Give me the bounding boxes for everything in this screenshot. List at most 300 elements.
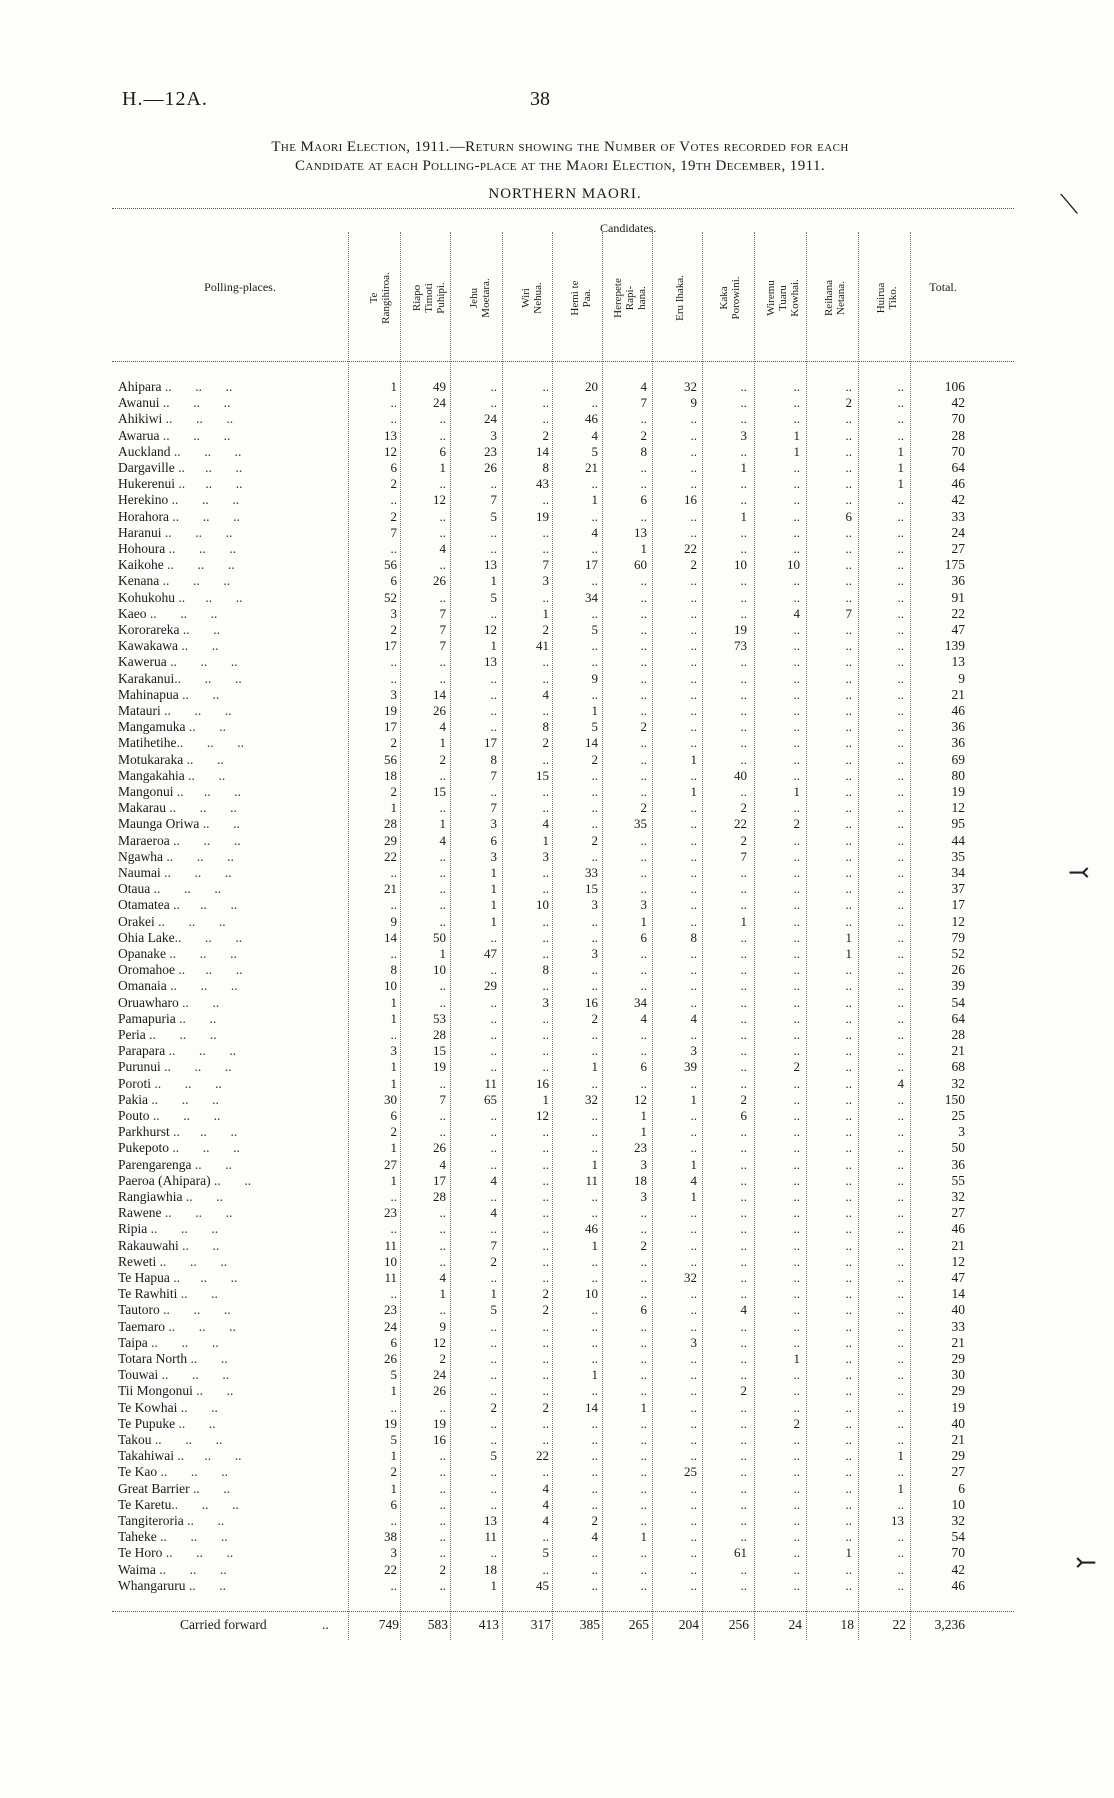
vote-cell: ..: [740, 1010, 747, 1026]
table-row: [0, 606, 1114, 622]
vote-cell: 29: [484, 978, 497, 994]
table-row: [0, 654, 1114, 670]
vote-cell: ..: [542, 492, 549, 508]
vote-cell: 16: [536, 1075, 549, 1091]
vote-cell: ..: [439, 800, 446, 816]
vote-cell: ..: [542, 865, 549, 880]
vote-cell: ..: [690, 1383, 697, 1399]
polling-place-name: Peria: [118, 1027, 146, 1042]
vote-cell: ..: [845, 460, 852, 475]
vote-cell: ..: [897, 767, 904, 783]
vote-cell: 15: [433, 784, 446, 799]
vote-cell: ..: [793, 589, 800, 605]
vote-cell: 1: [390, 1075, 397, 1091]
vote-cell: 3: [542, 573, 549, 589]
vote-cell: 7: [490, 1237, 497, 1253]
vote-cell: ..: [845, 1286, 852, 1302]
vote-cell: ..: [439, 1253, 446, 1269]
candidate-header: [655, 238, 705, 358]
table-row: [0, 541, 1114, 557]
vote-cell: ..: [845, 1010, 852, 1026]
row-total: 33: [951, 508, 965, 524]
carried-forward-cell: 265: [628, 1617, 649, 1632]
polling-place: [118, 1562, 348, 1578]
vote-cell: 8: [490, 751, 497, 767]
vote-cell: 1: [390, 1172, 397, 1188]
vote-cell: 1: [740, 508, 747, 524]
vote-cell: ..: [490, 670, 497, 686]
vote-cell: 11: [484, 1075, 497, 1091]
leader-dots: .. .. ..: [160, 865, 232, 880]
vote-cell: 5: [490, 508, 497, 524]
vote-cell: 3: [542, 994, 549, 1010]
vote-cell: ..: [845, 524, 852, 540]
vote-cell: ..: [740, 1448, 747, 1464]
vote-cell: ..: [591, 1027, 598, 1042]
vote-cell: ..: [690, 1577, 697, 1593]
polling-place-name: Parkhurst: [118, 1124, 170, 1140]
leader-dots: .. .. ..: [168, 492, 240, 508]
vote-cell: ..: [897, 1464, 904, 1480]
vote-cell: 2: [390, 622, 397, 637]
vote-cell: 2: [793, 1059, 800, 1075]
vote-cell: ..: [793, 767, 800, 783]
vote-cell: ..: [740, 1334, 747, 1350]
leader-dots: .. ..: [185, 1577, 226, 1593]
vote-cell: ..: [845, 379, 852, 394]
table-row: [0, 476, 1114, 492]
vote-cell: 7: [439, 605, 446, 621]
table-row: [0, 509, 1114, 525]
polling-place: [118, 719, 348, 735]
vote-cell: ..: [640, 670, 647, 686]
polling-place-name: Takou: [118, 1432, 152, 1447]
page-number: 38: [530, 88, 550, 110]
vote-cell: 11: [585, 1172, 598, 1188]
vote-cell: ..: [793, 1189, 800, 1204]
leader-dots: .. ..: [178, 1237, 220, 1253]
vote-cell: 56: [384, 751, 397, 767]
vote-cell: 9: [690, 395, 697, 411]
vote-cell: 22: [384, 1561, 397, 1577]
vote-cell: 19: [433, 1415, 446, 1431]
polling-place-name: Rakauwahi: [118, 1237, 179, 1253]
vote-cell: 2: [390, 1124, 397, 1140]
vote-cell: 3: [640, 1189, 647, 1204]
vote-cell: ..: [845, 913, 852, 929]
leader-dots: .. ..: [178, 686, 220, 702]
vote-cell: 17: [585, 557, 598, 573]
vote-cell: ..: [390, 1189, 397, 1204]
vote-cell: 16: [585, 994, 598, 1010]
vote-cell: 1: [439, 460, 446, 475]
vote-cell: ..: [542, 589, 549, 605]
vote-cell: 7: [542, 557, 549, 573]
vote-cell: ..: [897, 751, 904, 767]
vote-cell: 3: [640, 897, 647, 913]
polling-place-name: Te Hapua: [118, 1270, 170, 1285]
vote-cell: ..: [640, 1027, 647, 1042]
row-total: 46: [951, 476, 965, 492]
vote-cell: 15: [585, 881, 598, 897]
vote-cell: 7: [490, 767, 497, 783]
vote-cell: 2: [542, 1286, 549, 1302]
polling-place: [118, 1092, 348, 1108]
polling-place: [118, 1351, 348, 1367]
vote-cell: ..: [690, 1367, 697, 1383]
vote-cell: ..: [591, 1561, 598, 1577]
vote-cell: 3: [542, 848, 549, 864]
vote-cell: ..: [845, 1529, 852, 1545]
row-total: 9: [958, 670, 965, 686]
vote-cell: ..: [793, 524, 800, 540]
vote-cell: 5: [591, 719, 598, 735]
vote-cell: 39: [684, 1059, 697, 1075]
vote-cell: 25: [684, 1464, 697, 1480]
vote-cell: ..: [640, 735, 647, 751]
vote-cell: 1: [640, 541, 647, 556]
vote-cell: ..: [591, 1205, 598, 1221]
vote-cell: ..: [542, 1140, 549, 1156]
polling-place: [118, 1383, 348, 1399]
polling-place: [118, 379, 348, 395]
polling-place-name: Orakei: [118, 913, 155, 929]
vote-cell: ..: [390, 897, 397, 913]
candidate-header: [507, 238, 557, 358]
table-row: [0, 1319, 1114, 1335]
table-row: [0, 1383, 1114, 1399]
vote-cell: ..: [845, 848, 852, 864]
vote-cell: ..: [591, 1302, 598, 1318]
vote-cell: 2: [591, 1513, 598, 1528]
vote-cell: 2: [740, 1383, 747, 1399]
vote-cell: 12: [634, 1091, 647, 1107]
vote-cell: 4: [591, 427, 598, 443]
vote-cell: ..: [793, 508, 800, 524]
polling-place: [118, 1497, 348, 1513]
leader-dots: .. .. ..: [170, 443, 242, 459]
vote-cell: ..: [793, 1172, 800, 1188]
leader-dots: .. .. ..: [169, 1270, 238, 1285]
table-row: [0, 1108, 1114, 1124]
vote-cell: ..: [793, 1043, 800, 1059]
vote-cell: ..: [542, 411, 549, 427]
candidate-name: Herepete Rapi- hana.: [612, 278, 648, 318]
table-row: [0, 752, 1114, 768]
vote-cell: 4: [591, 524, 598, 540]
vote-cell: 2: [542, 735, 549, 751]
row-total: 91: [951, 589, 965, 605]
vote-cell: ..: [690, 994, 697, 1010]
vote-cell: ..: [591, 1334, 598, 1350]
vote-cell: ..: [439, 1513, 446, 1528]
vote-cell: 10: [734, 557, 747, 573]
polling-place: [118, 590, 348, 606]
polling-place: [118, 1400, 348, 1416]
vote-cell: ..: [591, 686, 598, 702]
vote-cell: ..: [490, 1367, 497, 1383]
vote-cell: ..: [845, 1432, 852, 1447]
vote-cell: ..: [845, 1027, 852, 1042]
leader-dots: .. .. ..: [161, 1205, 233, 1221]
leader-dots: .. .. ..: [165, 946, 237, 961]
polling-place: [118, 411, 348, 427]
vote-cell: 23: [384, 1205, 397, 1221]
vote-cell: 2: [740, 1091, 747, 1107]
vote-cell: ..: [897, 784, 904, 799]
polling-place: [118, 1302, 348, 1318]
vote-cell: ..: [591, 1124, 598, 1140]
polling-place-name: Te Karetu: [118, 1496, 172, 1512]
vote-cell: 1: [490, 638, 497, 654]
vote-cell: ..: [640, 1448, 647, 1464]
vote-cell: ..: [690, 654, 697, 670]
carried-forward-cell: 317: [530, 1617, 551, 1632]
vote-cell: ..: [640, 784, 647, 799]
vote-cell: 3: [640, 1156, 647, 1172]
vote-cell: ..: [542, 1253, 549, 1269]
vote-cell: ..: [793, 1091, 800, 1107]
polling-place: [118, 1319, 348, 1335]
leader-dots: .. ..: [210, 1172, 252, 1188]
vote-cell: ..: [793, 929, 800, 945]
leader-dots: .. .. ..: [169, 832, 241, 848]
vote-cell: ..: [690, 670, 697, 686]
polling-place-name: Kenana: [118, 573, 160, 589]
vote-cell: ..: [845, 1399, 852, 1415]
vote-cell: 4: [640, 1010, 647, 1026]
polling-place-name: Kawakawa: [118, 638, 178, 654]
vote-cell: 28: [433, 1027, 446, 1042]
vote-cell: ..: [740, 897, 747, 913]
table-row: [0, 946, 1114, 962]
vote-cell: ..: [740, 978, 747, 994]
vote-cell: ..: [740, 1318, 747, 1334]
leader-dots: .. ..: [177, 1286, 218, 1302]
vote-cell: ..: [591, 1496, 598, 1512]
vote-cell: ..: [690, 832, 697, 848]
vote-cell: 1: [490, 881, 497, 897]
vote-cell: 22: [536, 1448, 549, 1464]
vote-cell: ..: [793, 1448, 800, 1464]
vote-cell: ..: [439, 670, 446, 686]
vote-cell: ..: [542, 524, 549, 540]
vote-cell: ..: [845, 670, 852, 686]
vote-cell: ..: [845, 735, 852, 751]
vote-cell: ..: [690, 1561, 697, 1577]
vote-cell: ..: [793, 1010, 800, 1026]
vote-cell: 2: [542, 1302, 549, 1318]
vote-cell: 1: [439, 946, 446, 961]
vote-cell: 1: [390, 1480, 397, 1496]
polling-place: [118, 1076, 348, 1092]
polling-place: [118, 1011, 348, 1027]
vote-cell: ..: [690, 703, 697, 718]
vote-cell: ..: [591, 784, 598, 799]
vote-cell: ..: [439, 557, 446, 573]
polling-place-name: Purunui: [118, 1059, 161, 1075]
vote-cell: 2: [439, 751, 446, 767]
vote-cell: ..: [690, 443, 697, 459]
vote-cell: ..: [390, 946, 397, 961]
polling-place-name: Tautoro: [118, 1302, 160, 1318]
vote-cell: ..: [439, 476, 446, 492]
vote-cell: ..: [591, 1108, 598, 1123]
vote-cell: 1: [490, 913, 497, 929]
vote-cell: ..: [793, 476, 800, 492]
polling-place-name: Kawerua: [118, 654, 167, 670]
vote-cell: ..: [897, 573, 904, 589]
vote-cell: ..: [490, 379, 497, 394]
vote-cell: 1: [640, 1399, 647, 1415]
vote-cell: ..: [740, 1415, 747, 1431]
vote-cell: ..: [740, 1124, 747, 1140]
candidate-header: [605, 238, 655, 358]
row-total: 21: [951, 686, 965, 702]
vote-cell: 4: [690, 1010, 697, 1026]
vote-cell: ..: [793, 1237, 800, 1253]
leader-dots: .. .. ..: [175, 589, 243, 605]
vote-cell: ..: [439, 1529, 446, 1545]
vote-cell: ..: [793, 1286, 800, 1302]
row-total: 52: [951, 946, 965, 961]
row-total: 28: [951, 1027, 965, 1042]
vote-cell: ..: [740, 492, 747, 508]
carried-forward-cell: 22: [892, 1617, 906, 1632]
vote-cell: ..: [542, 1221, 549, 1237]
polling-place-name: Pouto: [118, 1108, 150, 1123]
polling-place: [118, 1043, 348, 1059]
leader-dots: .. .. ..: [162, 411, 234, 427]
vote-cell: ..: [640, 589, 647, 605]
vote-cell: ..: [640, 508, 647, 524]
vote-cell: ..: [390, 492, 397, 508]
leader-dots: .. .. ..: [165, 1318, 236, 1334]
row-total: 70: [951, 1545, 965, 1561]
vote-cell: 14: [585, 735, 598, 751]
polling-place-name: Te Rawhiti: [118, 1286, 178, 1302]
vote-cell: 1: [897, 1448, 904, 1464]
vote-cell: ..: [845, 638, 852, 654]
vote-cell: ..: [740, 524, 747, 540]
vote-cell: ..: [897, 541, 904, 556]
vote-cell: 4: [439, 1156, 446, 1172]
vote-cell: ..: [390, 670, 397, 686]
vote-cell: ..: [542, 1172, 549, 1188]
vote-cell: 2: [390, 476, 397, 492]
vote-cell: ..: [542, 978, 549, 994]
vote-cell: ..: [490, 1415, 497, 1431]
vote-cell: ..: [640, 751, 647, 767]
polling-place: [118, 1464, 348, 1480]
vote-cell: ..: [793, 703, 800, 718]
vote-cell: 15: [433, 1043, 446, 1059]
vote-cell: 5: [591, 622, 598, 637]
vote-cell: 5: [390, 1432, 397, 1447]
leader-dots: .. .. ..: [154, 913, 226, 929]
vote-cell: 4: [490, 1205, 497, 1221]
row-total: 13: [951, 654, 965, 670]
vote-cell: 29: [384, 832, 397, 848]
vote-cell: 4: [640, 379, 647, 394]
vote-cell: 4: [690, 1172, 697, 1188]
table-row: [0, 444, 1114, 460]
vote-cell: ..: [542, 541, 549, 556]
vote-cell: 5: [490, 589, 497, 605]
vote-cell: 4: [439, 719, 446, 735]
vote-cell: ..: [640, 1432, 647, 1447]
leader-dots: .. .. ..: [145, 1027, 217, 1042]
vote-cell: ..: [640, 1253, 647, 1269]
polling-place: [118, 1481, 348, 1497]
vote-cell: 49: [433, 379, 446, 394]
table-row: [0, 525, 1114, 541]
vote-cell: ..: [845, 1464, 852, 1480]
vote-cell: ..: [845, 622, 852, 637]
table-row: [0, 897, 1114, 913]
vote-cell: ..: [845, 800, 852, 816]
vote-cell: ..: [439, 1480, 446, 1496]
vote-cell: 4: [439, 1270, 446, 1285]
vote-cell: 22: [684, 541, 697, 556]
vote-cell: 60: [634, 557, 647, 573]
vote-cell: 1: [390, 800, 397, 816]
vote-cell: 2: [845, 395, 852, 411]
vote-cell: ..: [591, 1432, 598, 1447]
vote-cell: 1: [542, 605, 549, 621]
vote-cell: 65: [484, 1091, 497, 1107]
vote-cell: 26: [484, 460, 497, 475]
vote-cell: ..: [740, 1513, 747, 1528]
polling-place: [118, 1513, 348, 1529]
vote-cell: 1: [390, 1448, 397, 1464]
vote-cell: 14: [536, 443, 549, 459]
vote-cell: ..: [740, 1577, 747, 1593]
table-row: [0, 590, 1114, 606]
vote-cell: ..: [591, 508, 598, 524]
vote-cell: ..: [793, 541, 800, 556]
leader-dots: .. ..: [179, 622, 220, 637]
leader-dots: .. .. ..: [174, 962, 243, 978]
margin-mark: ⤚: [1075, 1548, 1097, 1577]
vote-cell: ..: [542, 751, 549, 767]
vote-cell: ..: [690, 913, 697, 929]
polling-place-name: Pakia: [118, 1091, 148, 1107]
carried-forward-cell: 18: [840, 1617, 854, 1632]
vote-cell: ..: [897, 881, 904, 897]
vote-cell: 16: [684, 492, 697, 508]
vote-cell: ..: [542, 1351, 549, 1366]
vote-cell: 24: [433, 1367, 446, 1383]
table-row: [0, 833, 1114, 849]
vote-cell: 12: [536, 1108, 549, 1123]
polling-place: [118, 1578, 348, 1594]
vote-cell: 23: [484, 443, 497, 459]
vote-cell: ..: [591, 1448, 598, 1464]
vote-cell: ..: [897, 1124, 904, 1140]
vote-cell: ..: [793, 1205, 800, 1221]
vote-cell: ..: [740, 1221, 747, 1237]
vote-cell: ..: [897, 654, 904, 670]
vote-cell: ..: [897, 1189, 904, 1204]
vote-cell: 21: [384, 881, 397, 897]
polling-place-name: Touwai: [118, 1367, 159, 1383]
polling-place-name: Takahiwai: [118, 1448, 175, 1464]
vote-cell: ..: [845, 1513, 852, 1528]
polling-place-name: Omanaia: [118, 978, 167, 994]
candidate-header: [556, 238, 606, 358]
row-total: 175: [944, 557, 965, 573]
